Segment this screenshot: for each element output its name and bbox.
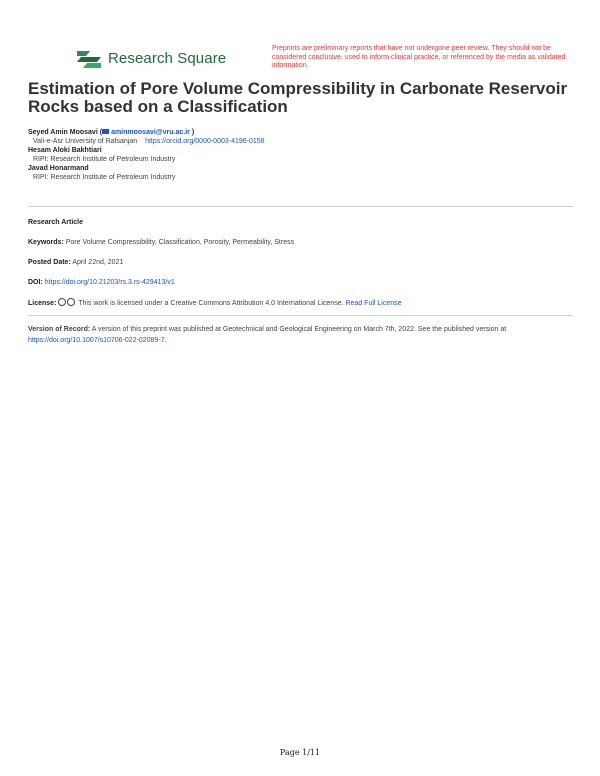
doi-link[interactable]: https://doi.org/10.21203/rs.3.rs-429413/v1: [44, 279, 175, 286]
affiliation-text: Vali-e-Asr University of Rafsanjan: [33, 138, 138, 145]
preprint-disclaimer: Preprints are preliminary reports that have not undergone peer review. They should not be considered conclusive, used to inform clinical practice, or referenced by the media as validated information.: [272, 45, 566, 69]
license-text: This work is licensed under a Creative Commons Attribution 4.0 International License.: [78, 300, 344, 307]
keywords-value: Pore Volume Compressibility, Classification, Porosity, Permeability, Stress: [65, 239, 295, 246]
orcid-link[interactable]: https://orcid.org/0000-0003-4196-0158: [145, 138, 265, 145]
research-square-icon: [75, 47, 103, 69]
section-divider: [28, 315, 573, 316]
article-title: Estimation of Pore Volume Compressibility in Carbonate Reservoir Rocks based on a Classification: [28, 79, 568, 116]
email-icon: [102, 129, 109, 134]
author-name: Hesam Aloki Bakhtiari: [28, 147, 102, 154]
read-full-license-link[interactable]: Read Full License: [345, 300, 402, 307]
posted-date-value: April 22nd, 2021: [72, 259, 124, 266]
license-line: License: This work is licensed under a Creative Commons Attribution 4.0 International License. Read Full License: [28, 300, 402, 307]
keywords-line: Keywords: Pore Volume Compressibility, Classification, Porosity, Permeability, Stress: [28, 239, 295, 246]
author-entry: Seyed Amin Moosavi ( aminmoosavi@vru.ac.ir ): [28, 129, 195, 136]
article-type: Research Article: [28, 219, 83, 226]
page-number: Page 1/11: [279, 748, 321, 757]
author-affiliation: [28, 137, 573, 146]
author-affiliation: RIPI: Research Institute of Petroleum Industry: [33, 156, 176, 163]
author-email-link[interactable]: aminmoosavi@vru.ac.ir: [111, 129, 190, 136]
author-list: [28, 128, 573, 182]
research-square-logo[interactable]: [75, 47, 226, 69]
posted-date-line: Posted Date: April 22nd, 2021: [28, 259, 124, 266]
doi-line: DOI: https://doi.org/10.21203/rs.3.rs-429413/v1: [28, 279, 175, 286]
version-of-record: Version of Record: A version of this preprint was published at Geotechnical and Geological Engineering on March 7th, 2022. See the published version at https://doi.org/10.1007/s10706-022-02089-7.: [28, 326, 507, 344]
section-divider: [28, 206, 573, 207]
published-version-link[interactable]: https://doi.org/10.1007/s10706-022-02089-7: [28, 337, 165, 344]
author-name: Javad Honarmand: [28, 165, 89, 172]
brand-name: Research Square: [108, 49, 227, 67]
by-icon: [67, 298, 75, 306]
cc-icon: [58, 298, 66, 306]
version-of-record-text: A version of this preprint was published at Geotechnical and Geological Engineering on March 7th, 2022. See the published version at: [91, 326, 507, 333]
author-affiliation: RIPI: Research Institute of Petroleum Industry: [33, 174, 176, 181]
author-name: Seyed Amin Moosavi: [28, 129, 98, 136]
